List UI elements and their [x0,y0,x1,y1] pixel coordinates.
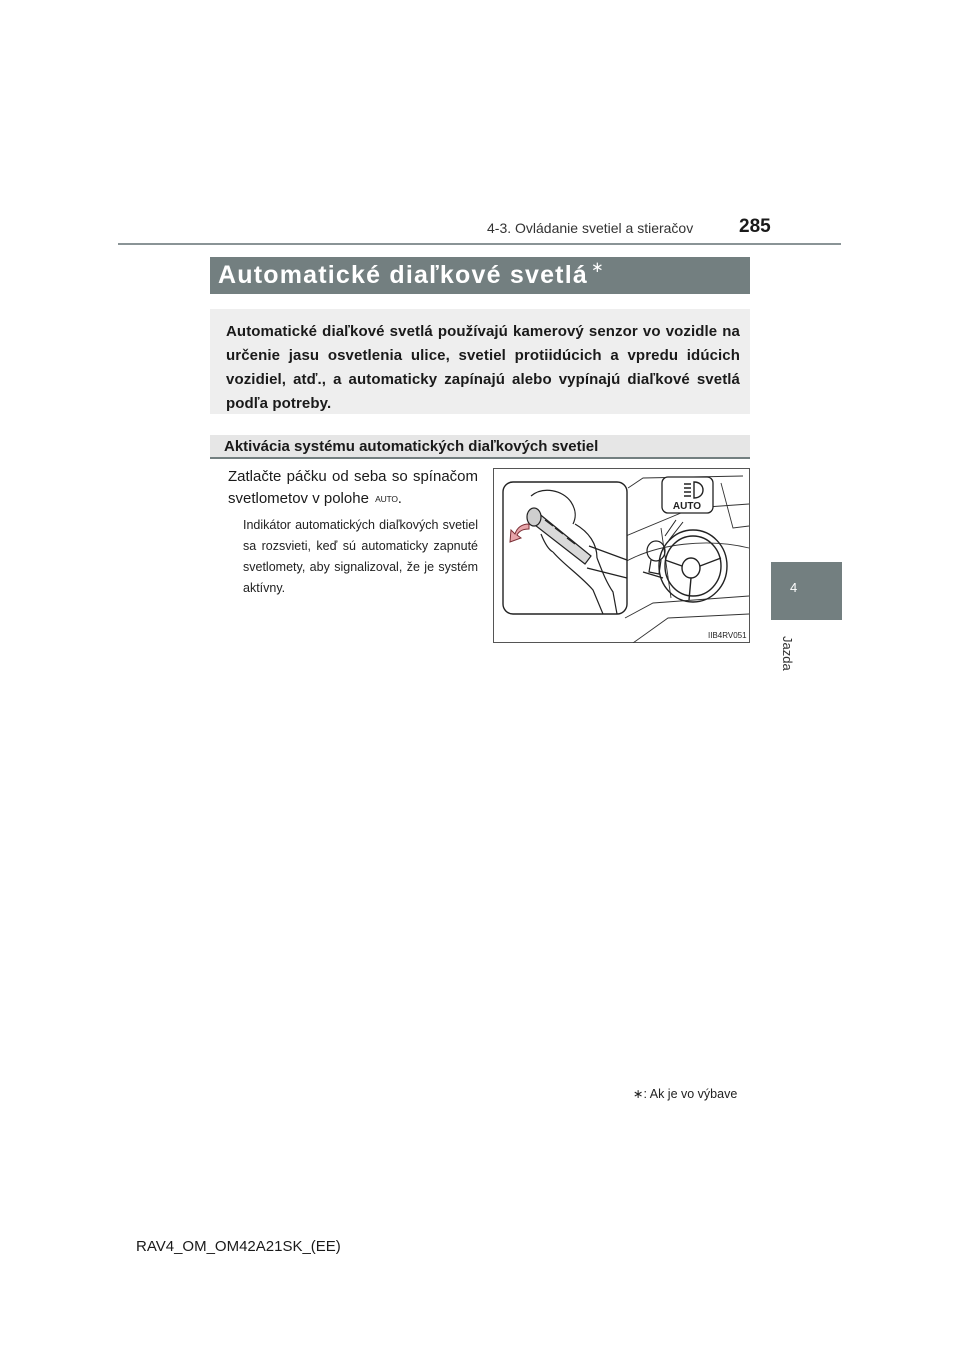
section-title-bar [210,257,750,294]
indicator-note: Indikátor automatických diaľkových svetiel sa rozsvieti, keď sú automaticky zapnuté svetlomety, aby signalizoval, že je systém aktívny. [243,518,478,595]
instruction-body: Zatlačte páčku od seba so spínačom svetlometov v polohe [228,468,478,507]
indicator-auto-label: AUTO [672,501,702,512]
optional-equipment-asterisk: ∗ [590,259,604,276]
header-divider [118,243,841,245]
chapter-number: 4 [790,580,798,595]
document-id: RAV4_OM_OM42A21SK_(EE) [136,1238,341,1255]
subheading-bar [210,435,750,459]
section-title: Automatické diaľkové svetlá [218,261,588,289]
instruction-end: . [397,490,402,507]
headlight-lever-illustration [493,468,750,643]
page-number: 285 [739,216,771,237]
footnote: ∗: Ak je vo výbave [633,1087,738,1101]
auto-switch-symbol: AUTO [375,494,398,504]
intro-text: Automatické diaľkové svetlá používajú kamerový senzor vo vozidle na určenie jasu osvetlenia ulice, svetiel protiidúcich a vpredu idúcich vozidiel, atď., a automaticky zapínajú alebo vypínajú diaľkové svetlá podľa potreby. [226,323,740,412]
header-section-title: 4-3. Ovládanie svetiel a stieračov [487,220,694,236]
chapter-tab [771,562,842,620]
illustration-code: IIB4RV051 [708,631,747,640]
chapter-name: Jazda [780,636,795,671]
instruction-text [228,466,478,510]
intro-box [210,309,750,414]
subheading: Aktivácia systému automatických diaľkových svetiel [224,438,599,455]
